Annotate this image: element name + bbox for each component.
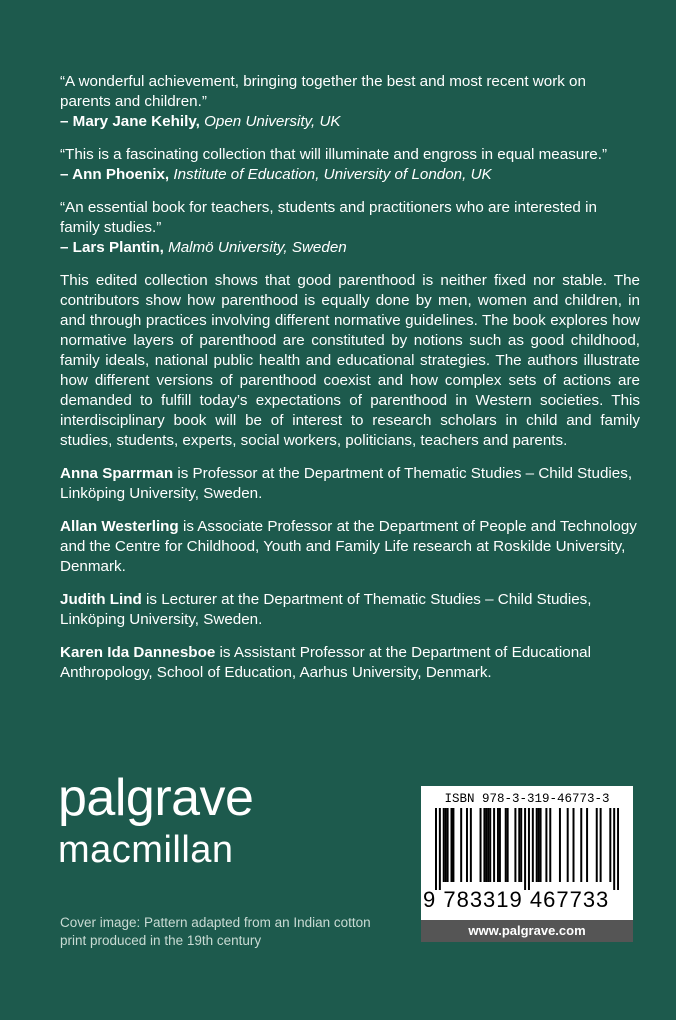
cover-credit: Cover image: Pattern adapted from an Indian cotton print produced in the 19th century [60,915,371,948]
barcode-bar [613,808,615,890]
bio-text: is Lecturer at the Department of Thematic Studies – Child Studies, Linköping University, Sweden. [60,591,592,628]
barcode-bar [443,808,445,882]
barcode-bar [445,808,447,882]
barcode-bar [528,808,530,890]
bio-name: Allan Westerling [60,518,179,535]
barcode-bar [573,808,575,882]
quote-attribution [60,165,640,185]
quote-2 [60,145,640,185]
quote-author: Ann Phoenix, [72,166,170,183]
barcode-bar [518,808,520,882]
barcode-bar [505,808,507,882]
barcode-bar [499,808,501,882]
barcode-bars [435,808,619,890]
barcode-bar [497,808,499,882]
barcode-bar [487,808,489,882]
isbn-label: ISBN 978-3-319-46773-3 [444,792,610,806]
barcode-bar [540,808,542,882]
barcode-bar [536,808,538,882]
quote-1 [60,72,640,132]
barcode-bar [549,808,551,882]
bio-text: is Assistant Professor at the Department of Educational Anthropology, School of Education, Aarhus University, Denmark. [60,644,591,681]
barcode-bar [609,808,611,882]
quote-author: Mary Jane Kehily, [72,113,200,130]
bio-1 [60,464,640,504]
quote-affiliation: Open University, UK [204,113,341,130]
quote-3 [60,198,640,258]
barcode-bar [520,808,522,882]
bio-text: is Associate Professor at the Department of People and Technology and the Centre for Childhood, Youth and Family Life research at Roskilde University, Denmark. [60,518,637,575]
barcode-bar [483,808,485,882]
logo-line-1: palgrave [58,769,254,827]
barcode-bar [452,808,454,882]
barcode-bar [439,808,441,890]
publisher-logo [58,770,253,870]
barcode-bar [435,808,437,890]
barcode-bar [447,808,449,882]
bio-text: is Professor at the Department of Thematic Studies – Child Studies, Linköping University, Sweden. [60,465,633,502]
website: www.palgrave.com [421,920,633,942]
bio-name: Anna Sparrman [60,465,174,482]
barcode-bar [545,808,547,882]
barcode-bar [567,808,569,882]
back-cover-text [60,72,640,696]
barcode-bar [532,808,534,882]
barcode-bar [480,808,482,882]
barcode-bar [489,808,491,882]
barcode-bar [617,808,619,890]
barcode-bar [450,808,452,882]
quote-author: Lars Plantin, [72,239,164,256]
quote-text: “An essential book for teachers, students and practitioners who are interested in family studies.” [60,199,597,236]
bio-name: Karen Ida Dannesboe [60,644,216,661]
barcode-bar [538,808,540,882]
dash: – [60,113,73,130]
barcode-bar [485,808,487,882]
barcode-bar [586,808,588,882]
barcode-bar [559,808,561,882]
book-description: This edited collection shows that good parenthood is neither fixed nor stable. The contributors show how parenthood is equally done by men, women and children, in and through practices involving different normative guidelines. The book explores how normative layers of parenthood are constituted by notions such as good childhood, family ideals, national public health and educational strategies. The authors illustrate how different versions of parenthood coexist and how complex sets of actions are demanded to fulfill today’s expectations of parenthood in Western societies. This interdisciplinary book will be of interest to research scholars in child and family studies, students, experts, social workers, politicians, teachers and parents. [60,272,640,449]
logo-line-2: macmillan [58,829,234,871]
dash: – [60,239,73,256]
barcode-bar [524,808,526,890]
quote-attribution [60,112,640,132]
bio-3 [60,590,640,630]
quote-affiliation: Malmö University, Sweden [168,239,347,256]
quote-text: “A wonderful achievement, bringing together the best and most recent work on parents and children.” [60,73,586,110]
barcode [421,786,633,920]
bio-name: Judith Lind [60,591,142,608]
quote-attribution [60,238,640,258]
barcode-bar [600,808,602,882]
barcode-bar [596,808,598,882]
bio-2 [60,517,640,577]
barcode-bar [460,808,462,882]
bio-4 [60,643,640,683]
dash: – [60,166,73,183]
barcode-bar [580,808,582,882]
isbn-digits: 9 783319 467733 [423,887,610,912]
quote-affiliation: Institute of Education, University of London, UK [173,166,492,183]
quote-text: “This is a fascinating collection that will illuminate and engross in equal measure.” [60,146,608,163]
barcode-bar [470,808,472,882]
barcode-bar [514,808,516,882]
barcode-bar [507,808,509,882]
barcode-bar [493,808,495,882]
barcode-bar [466,808,468,882]
